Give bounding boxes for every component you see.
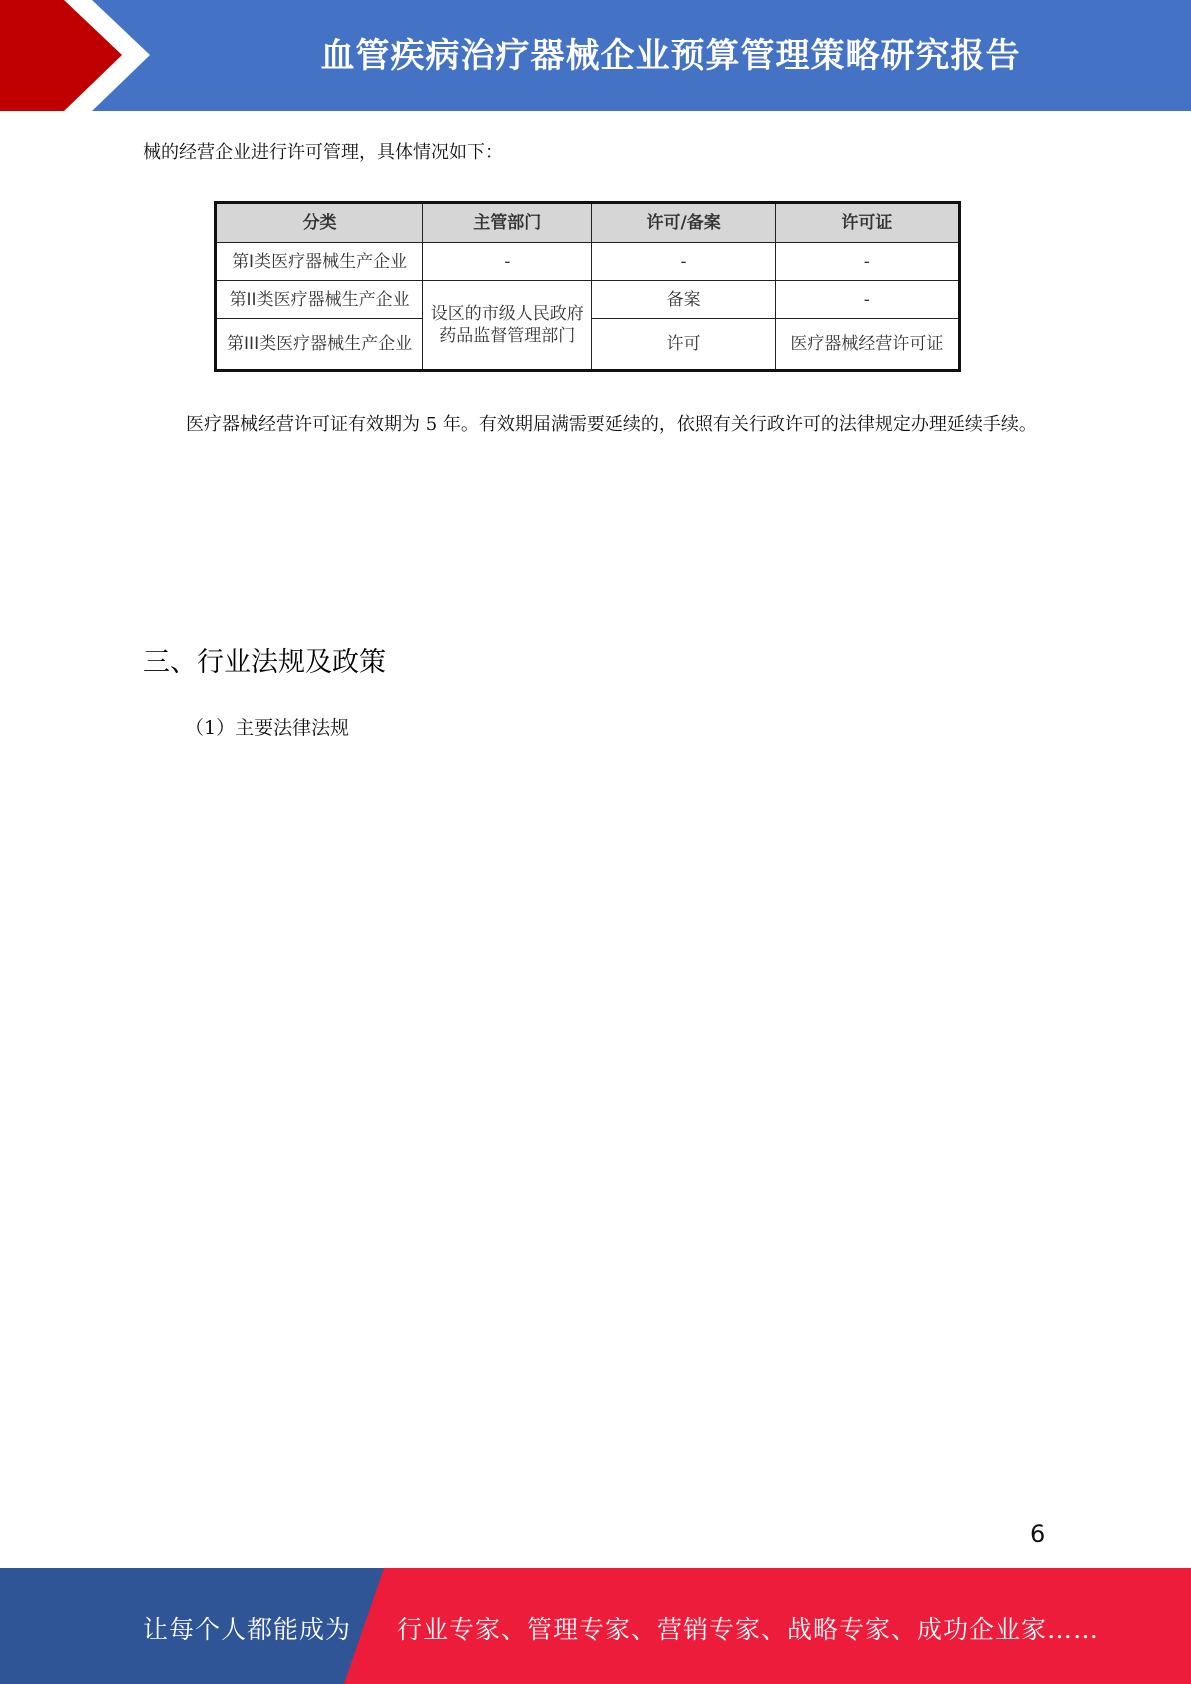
report-title: 血管疾病治疗器械企业预算管理策略研究报告 xyxy=(320,36,1021,76)
department-cell: 设区的市级人民政府药品监督管理部门 xyxy=(423,281,592,371)
table-header-cell: 许可证 xyxy=(775,203,959,243)
footer-banner xyxy=(0,1568,1191,1684)
page-number: 6 xyxy=(1030,1520,1046,1548)
department-cell: - xyxy=(423,243,592,281)
report-header xyxy=(0,0,1191,111)
intro-paragraph: 械的经营企业进行许可管理，具体情况如下： xyxy=(143,142,503,163)
permit-type-cell: 备案 xyxy=(592,281,775,319)
footer-slogan-right: 行业专家、管理专家、营销专家、战略专家、成功企业家…… xyxy=(397,1615,1100,1644)
chevron-arrow-icon xyxy=(0,0,160,111)
subsection-heading: （1）主要法律法规 xyxy=(185,717,350,739)
section-heading: 三、行业法规及政策 xyxy=(143,647,386,678)
validity-paragraph: 医疗器械经营许可证有效期为 5 年。有效期届满需要延续的，依照有关行政许可的法律规定办理延续手续。 xyxy=(186,414,1037,435)
category-cell: 第III类医疗器械生产企业 xyxy=(216,319,423,371)
category-cell: 第I类医疗器械生产企业 xyxy=(216,243,423,281)
category-cell: 第II类医疗器械生产企业 xyxy=(216,281,423,319)
permit-type-cell: 许可 xyxy=(592,319,775,371)
table-row xyxy=(216,281,960,319)
table-row xyxy=(216,243,960,281)
footer-slogan-left: 让每个人都能成为 xyxy=(143,1615,352,1644)
license-table xyxy=(214,201,961,372)
license-cell: 医疗器械经营许可证 xyxy=(775,319,959,371)
license-cell: - xyxy=(775,281,959,319)
table-header-cell: 分类 xyxy=(216,203,423,243)
table-header-row xyxy=(216,203,960,243)
table-header-cell: 主管部门 xyxy=(423,203,592,243)
permit-type-cell: - xyxy=(592,243,775,281)
license-cell: - xyxy=(775,243,959,281)
table-header-cell: 许可/备案 xyxy=(592,203,775,243)
